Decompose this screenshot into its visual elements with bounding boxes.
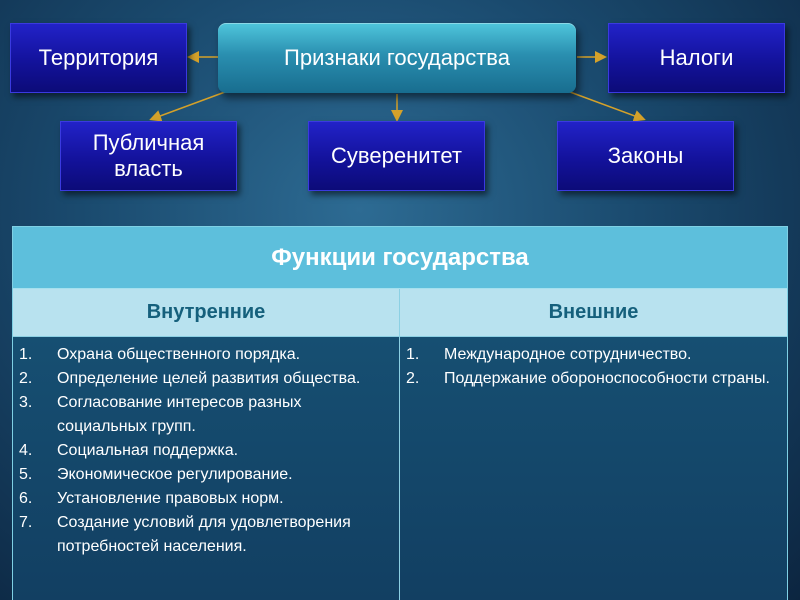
list-item: 5. Экономическое регулирование. xyxy=(19,466,293,483)
node-sovereignty-label: Суверенитет xyxy=(331,143,462,168)
internal-functions-cell xyxy=(13,337,400,600)
external-functions-list xyxy=(406,343,777,391)
internal-functions-header: Внутренние xyxy=(13,289,400,336)
list-item: 1. Международное сотрудничество. xyxy=(406,346,692,363)
list-item: 6. Установление правовых норм. xyxy=(19,490,284,507)
arrow-to-public-power xyxy=(152,92,225,119)
list-item: 2. Определение целей развития общества. xyxy=(19,370,361,387)
center-node-label: Признаки государства xyxy=(284,45,510,70)
node-territory-label: Территория xyxy=(38,45,159,70)
node-laws-label: Законы xyxy=(607,143,684,168)
node-taxes-label: Налоги xyxy=(659,45,734,70)
functions-table-header-row xyxy=(13,289,787,337)
list-item: 7. Создание условий для удовлетворения потребностей населения. xyxy=(19,514,351,555)
functions-table-body xyxy=(13,337,787,600)
node-public-power-label-line2: власть xyxy=(114,156,183,181)
node-territory xyxy=(10,23,187,93)
list-item: 4. Социальная поддержка. xyxy=(19,442,239,459)
list-item: 2. Поддержание обороноспособности страны. xyxy=(406,370,770,387)
list-item: 1. Охрана общественного порядка. xyxy=(19,346,301,363)
center-node-state-features xyxy=(218,23,576,93)
external-functions-header: Внешние xyxy=(548,301,639,323)
internal-functions-list xyxy=(19,343,389,559)
node-public-power xyxy=(60,121,237,191)
list-item: 3. Согласование интересов разных социальных групп. xyxy=(19,394,302,435)
node-laws xyxy=(557,121,734,191)
node-taxes xyxy=(608,23,785,93)
functions-table-title: Функции государства xyxy=(13,227,787,289)
arrow-to-laws xyxy=(570,92,643,119)
external-functions-cell xyxy=(400,337,787,600)
node-sovereignty xyxy=(308,121,485,191)
node-public-power-label-line1: Публичная xyxy=(92,130,205,155)
functions-table xyxy=(12,226,788,600)
